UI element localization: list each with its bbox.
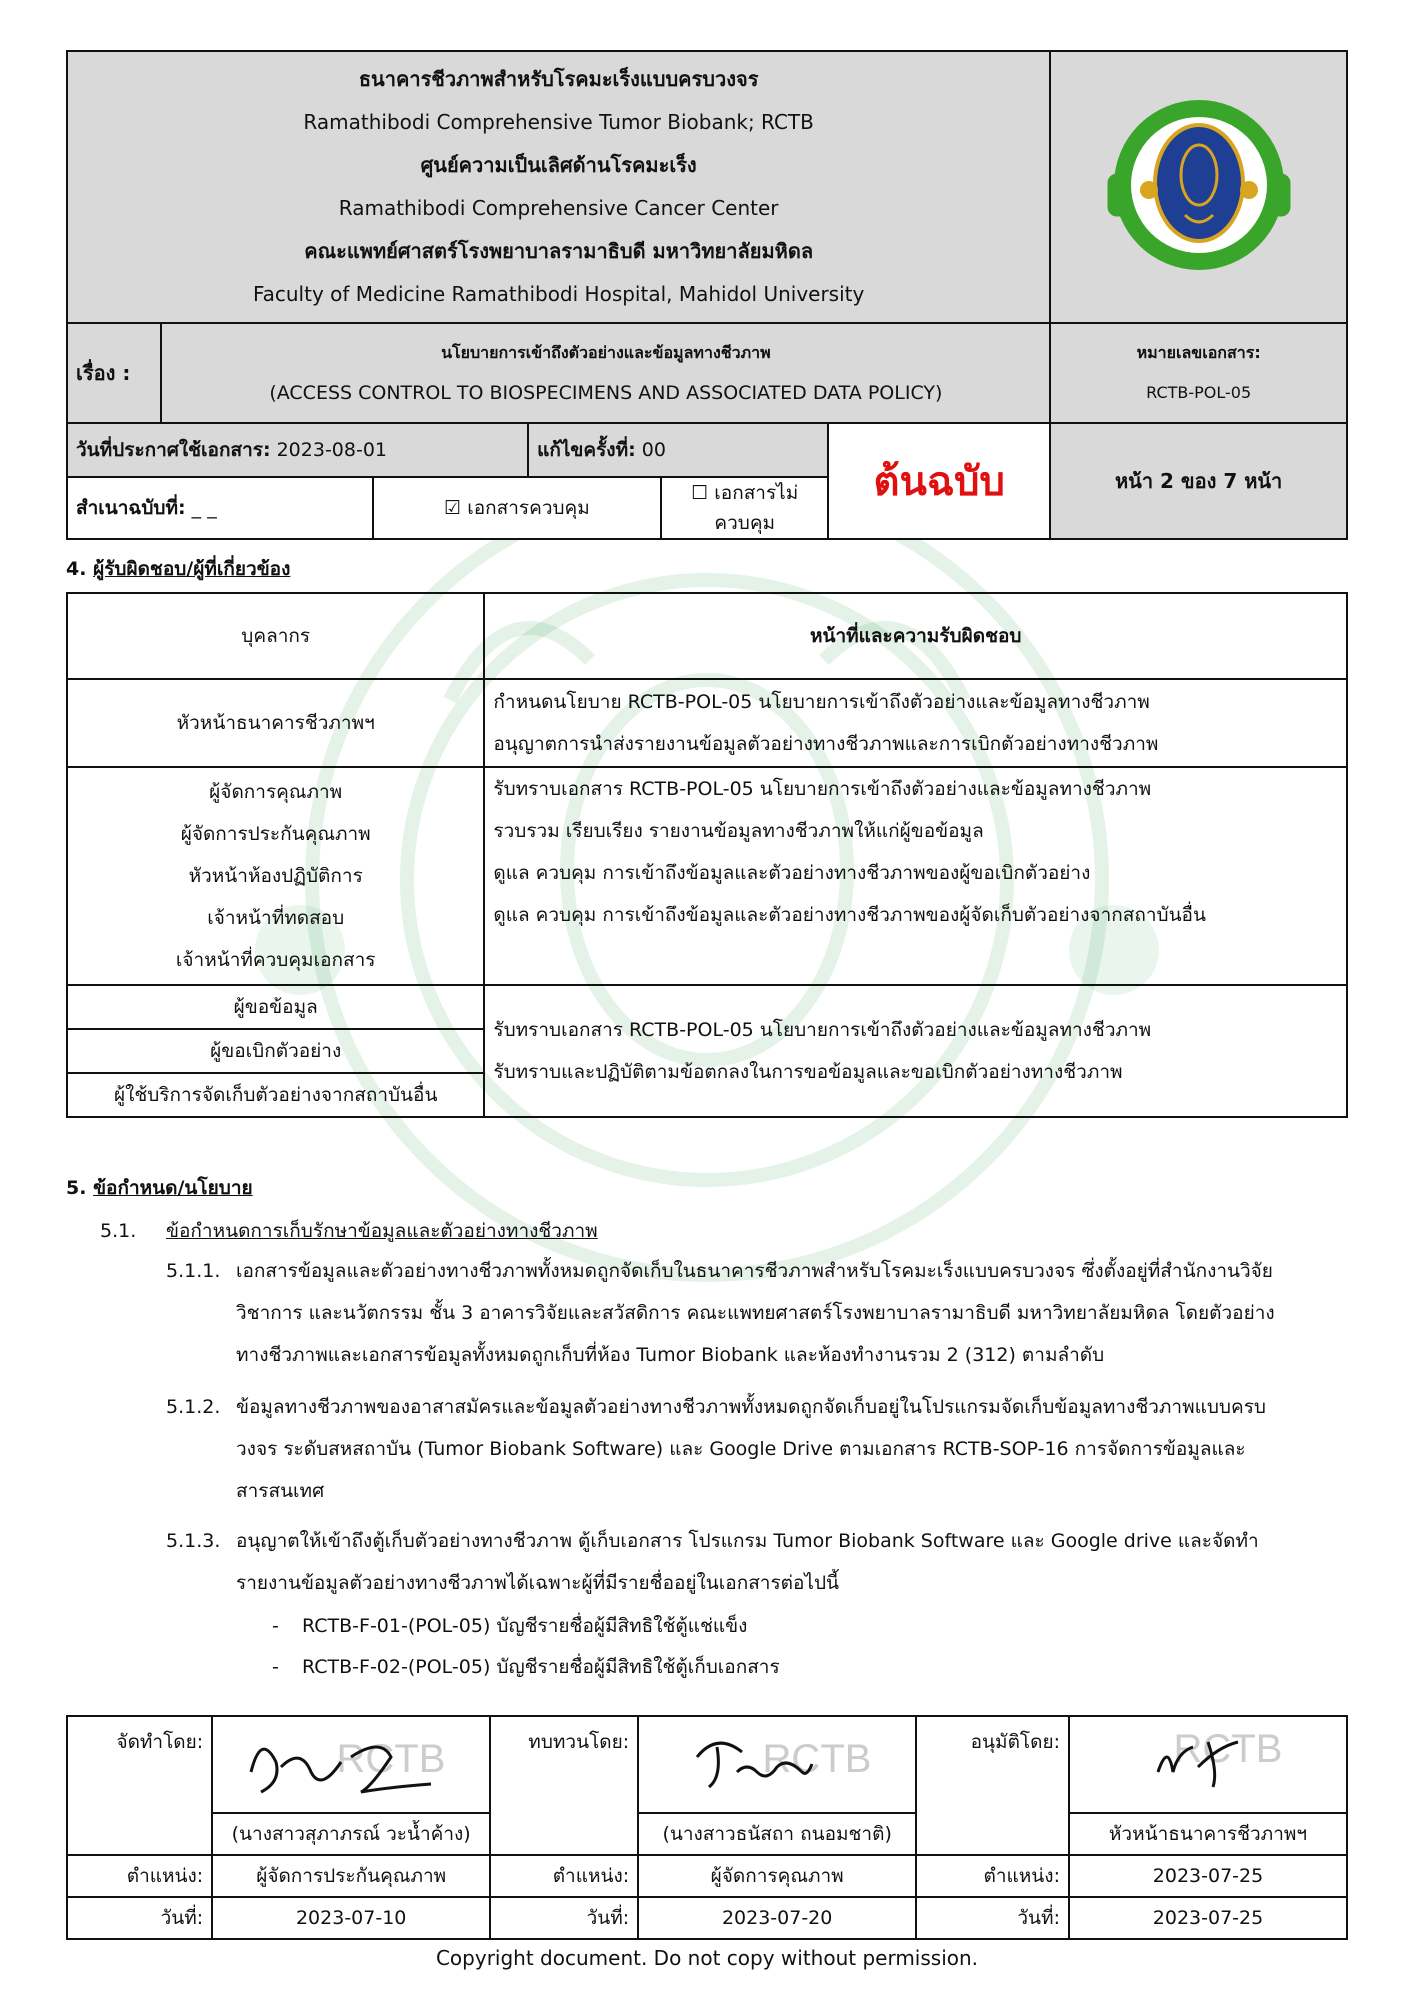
copy-label: สำเนาฉบับที่: bbox=[76, 497, 186, 519]
subject-th: นโยบายการเข้าถึงตัวอย่างและข้อมูลทางชีวภาพ bbox=[441, 343, 771, 362]
col-header-duty: หน้าที่และความรับผิดชอบ bbox=[484, 593, 1347, 679]
prepared-label: จัดทำโดย: bbox=[67, 1716, 212, 1855]
bullet-item: RCTB-F-02-(POL-05) บัญชีรายชื่อผู้มีสิทธิใช้ตู้เก็บเอกสาร bbox=[302, 1656, 780, 1678]
sig-watermark: RCTB bbox=[1173, 1727, 1283, 1771]
effective-date-cell bbox=[67, 423, 528, 477]
duty-line: รับทราบเอกสาร RCTB-POL-05 นโยบายการเข้าถึงตัวอย่างและข้อมูลทางชีวภาพ bbox=[493, 778, 1152, 800]
approved-signature bbox=[1069, 1716, 1347, 1813]
responsibility-table bbox=[66, 592, 1348, 1118]
org-name-en: Ramathibodi Comprehensive Tumor Biobank; RCTB bbox=[303, 110, 814, 134]
revision-label: แก้ไขครั้งที่: bbox=[537, 439, 636, 461]
duty-line: กำหนดนโยบาย RCTB-POL-05 นโยบายการเข้าถึงตัวอย่างและข้อมูลทางชีวภาพ bbox=[493, 691, 1150, 713]
approved-position: 2023-07-25 bbox=[1069, 1855, 1347, 1897]
s511-text bbox=[236, 1250, 1348, 1376]
bullet-dash: - bbox=[272, 1656, 279, 1678]
row3-personnel-3: ผู้ใช้บริการจัดเก็บตัวอย่างจากสถาบันอื่น bbox=[67, 1073, 484, 1117]
row3-personnel-1: ผู้ขอข้อมูล bbox=[67, 985, 484, 1029]
duty-line: รับทราบและปฏิบัติตามข้อตกลงในการขอข้อมูลและขอเบิกตัวอย่างทางชีวภาพ bbox=[493, 1061, 1123, 1083]
para-line: สารสนเทศ bbox=[236, 1480, 325, 1502]
para-line: เอกสารข้อมูลและตัวอย่างทางชีวภาพทั้งหมดถูกจัดเก็บในธนาคารชีวภาพสำหรับโรคมะเร็งแบบครบวงจร ซึ่งตั้งอยู่ที่สำนักงานวิจัย bbox=[236, 1260, 1273, 1282]
duty-line: รวบรวม เรียบเรียง รายงานข้อมูลทางชีวภาพให้แก่ผู้ขอข้อมูล bbox=[493, 820, 984, 842]
para-line: ทางชีวภาพและเอกสารข้อมูลทั้งหมดถูกเก็บที่ห้อง Tumor Biobank และห้องทำงานรวม 2 (312) ตามลำดับ bbox=[236, 1344, 1105, 1366]
reviewed-date: 2023-07-20 bbox=[638, 1897, 916, 1939]
s51-title: ข้อกำหนดการเก็บรักษาข้อมูลและตัวอย่างทางชีวภาพ bbox=[166, 1220, 598, 1242]
reviewed-label: ทบทวนโดย: bbox=[490, 1716, 638, 1855]
s512-number: 5.1.2. bbox=[166, 1396, 221, 1418]
prepared-signature bbox=[212, 1716, 490, 1813]
row1-duty bbox=[484, 679, 1347, 767]
header-title-block bbox=[67, 51, 1050, 323]
org-name-th: ธนาคารชีวภาพสำหรับโรคมะเร็งแบบครบวงจร bbox=[358, 67, 759, 91]
personnel-line: ผู้จัดการคุณภาพ bbox=[209, 781, 343, 803]
s513-number: 5.1.3. bbox=[166, 1530, 221, 1552]
section-5-number: 5. bbox=[66, 1177, 94, 1199]
subject-en: (ACCESS CONTROL TO BIOSPECIMENS AND ASSOCIATED DATA POLICY) bbox=[269, 382, 943, 404]
section-4-number: 4. bbox=[66, 558, 94, 580]
date-label: วันที่: bbox=[490, 1897, 638, 1939]
row1-personnel: หัวหน้าธนาคารชีวภาพฯ bbox=[67, 679, 484, 767]
position-label: ตำแหน่ง: bbox=[916, 1855, 1069, 1897]
personnel-line: หัวหน้าห้องปฏิบัติการ bbox=[188, 865, 363, 887]
section-4-title: ผู้รับผิดชอบ/ผู้ที่เกี่ยวข้อง bbox=[93, 558, 291, 580]
position-label: ตำแหน่ง: bbox=[67, 1855, 212, 1897]
duty-line: ดูแล ควบคุม การเข้าถึงข้อมูลและตัวอย่างทางชีวภาพของผู้ขอเบิกตัวอย่าง bbox=[493, 862, 1091, 884]
personnel-line: ผู้จัดการประกันคุณภาพ bbox=[180, 823, 371, 845]
reviewed-signature bbox=[638, 1716, 916, 1813]
section-4-heading bbox=[66, 554, 290, 584]
para-line: วงจร ระดับสหสถาบัน (Tumor Biobank Software) และ Google Drive ตามเอกสาร RCTB-SOP-16 การจัดการข้อมูลและ bbox=[236, 1438, 1246, 1460]
faculty-logo bbox=[1089, 75, 1309, 295]
center-name-en: Ramathibodi Comprehensive Cancer Center bbox=[338, 196, 779, 220]
docno: RCTB-POL-05 bbox=[1146, 383, 1252, 402]
sig-watermark: RCTB bbox=[762, 1737, 872, 1781]
center-name-th: ศูนย์ความเป็นเลิศด้านโรคมะเร็ง bbox=[420, 153, 697, 177]
para-line: อนุญาตให้เข้าถึงตู้เก็บตัวอย่างทางชีวภาพ ตู้เก็บเอกสาร โปรแกรม Tumor Biobank Software และ Google drive และจัดทำ bbox=[236, 1530, 1259, 1552]
original-stamp: ต้นฉบับ bbox=[828, 423, 1050, 539]
signature-image bbox=[221, 1717, 481, 1807]
signature-image bbox=[1078, 1717, 1338, 1807]
signature-image bbox=[647, 1717, 907, 1807]
para-line: วิชาการ และนวัตกรรม ชั้น 3 อาคารวิจัยและสวัสดิการ คณะแพทยศาสตร์โรงพยาบาลรามาธิบดี มหาวิทยาลัยมหิดล โดยตัวอย่าง bbox=[236, 1302, 1275, 1324]
para-line: ข้อมูลทางชีวภาพของอาสาสมัครและข้อมูลตัวอย่างทางชีวภาพทั้งหมดถูกจัดเก็บอยู่ในโปรแกรมจัดเก็บข้อมูลทางชีวภาพแบบครบ bbox=[236, 1396, 1266, 1418]
personnel-line: เจ้าหน้าที่ควบคุมเอกสาร bbox=[175, 949, 376, 971]
controlled-checkbox: ☑ เอกสารควบคุม bbox=[373, 477, 662, 539]
duty-line: ดูแล ควบคุม การเข้าถึงข้อมูลและตัวอย่างทางชีวภาพของผู้จัดเก็บตัวอย่างจากสถาบันอื่น bbox=[493, 904, 1206, 926]
reviewed-name: (นางสาวธนัสถา ถนอมชาติ) bbox=[638, 1813, 916, 1855]
docno-cell bbox=[1050, 323, 1347, 423]
personnel-line: เจ้าหน้าที่ทดสอบ bbox=[207, 907, 345, 929]
bullet-item: RCTB-F-01-(POL-05) บัญชีรายชื่อผู้มีสิทธิใช้ตู้แช่แข็ง bbox=[302, 1615, 748, 1637]
position-label: ตำแหน่ง: bbox=[490, 1855, 638, 1897]
logo-cell bbox=[1050, 51, 1347, 323]
uncontrolled-checkbox: ☐ เอกสารไม่ควบคุม bbox=[661, 477, 828, 539]
prepared-date: 2023-07-10 bbox=[212, 1897, 490, 1939]
revision: 00 bbox=[641, 439, 666, 461]
faculty-name-th: คณะแพทย์ศาสตร์โรงพยาบาลรามาธิบดี มหาวิทยาลัยมหิดล bbox=[304, 239, 814, 263]
section-5-heading bbox=[66, 1173, 253, 1203]
docno-label: หมายเลขเอกสาร: bbox=[1136, 343, 1261, 362]
para-line: รายงานข้อมูลตัวอย่างทางชีวภาพได้เฉพาะผู้ที่มีรายชื่ออยู่ในเอกสารต่อไปนี้ bbox=[236, 1572, 840, 1594]
revision-cell bbox=[528, 423, 828, 477]
reviewed-position: ผู้จัดการคุณภาพ bbox=[638, 1855, 916, 1897]
copy-no: _ _ bbox=[191, 497, 217, 519]
document-header bbox=[66, 50, 1348, 540]
row3-personnel-2: ผู้ขอเบิกตัวอย่าง bbox=[67, 1029, 484, 1073]
copyright-notice: Copyright document. Do not copy without permission. bbox=[435, 1946, 979, 1970]
bullet-dash: - bbox=[272, 1615, 279, 1637]
prepared-name: (นางสาวสุภาภรณ์ วะน้ำค้าง) bbox=[212, 1813, 490, 1855]
copy-no-cell bbox=[67, 477, 373, 539]
duty-line: รับทราบเอกสาร RCTB-POL-05 นโยบายการเข้าถึงตัวอย่างและข้อมูลทางชีวภาพ bbox=[493, 1019, 1152, 1041]
approved-date: 2023-07-25 bbox=[1069, 1897, 1347, 1939]
s513-text bbox=[236, 1520, 1348, 1604]
sig-watermark: RCTB bbox=[336, 1737, 446, 1781]
faculty-name-en: Faculty of Medicine Ramathibodi Hospital, Mahidol University bbox=[252, 282, 865, 306]
duty-line: อนุญาตการนำส่งรายงานข้อมูลตัวอย่างทางชีวภาพและการเบิกตัวอย่างทางชีวภาพ bbox=[493, 733, 1159, 755]
s51-number: 5.1. bbox=[100, 1220, 137, 1242]
subject-cell bbox=[161, 323, 1050, 423]
date-label: วันที่: bbox=[916, 1897, 1069, 1939]
row2-personnel bbox=[67, 767, 484, 985]
prepared-position: ผู้จัดการประกันคุณภาพ bbox=[212, 1855, 490, 1897]
approved-name: หัวหน้าธนาคารชีวภาพฯ bbox=[1069, 1813, 1347, 1855]
s511-number: 5.1.1. bbox=[166, 1260, 221, 1282]
page-number: หน้า 2 ของ 7 หน้า bbox=[1050, 423, 1347, 539]
effective-label: วันที่ประกาศใช้เอกสาร: bbox=[76, 439, 271, 461]
approved-label: อนุมัติโดย: bbox=[916, 1716, 1069, 1855]
row3-duty bbox=[484, 985, 1347, 1117]
signature-table bbox=[66, 1715, 1348, 1940]
col-header-personnel: บุคลากร bbox=[67, 593, 484, 679]
subject-label: เรื่อง : bbox=[67, 323, 161, 423]
row2-duty bbox=[484, 767, 1347, 985]
date-label: วันที่: bbox=[67, 1897, 212, 1939]
effective-date: 2023-08-01 bbox=[276, 439, 388, 461]
section-5-title: ข้อกำหนด/นโยบาย bbox=[93, 1177, 253, 1199]
s512-text bbox=[236, 1386, 1348, 1512]
